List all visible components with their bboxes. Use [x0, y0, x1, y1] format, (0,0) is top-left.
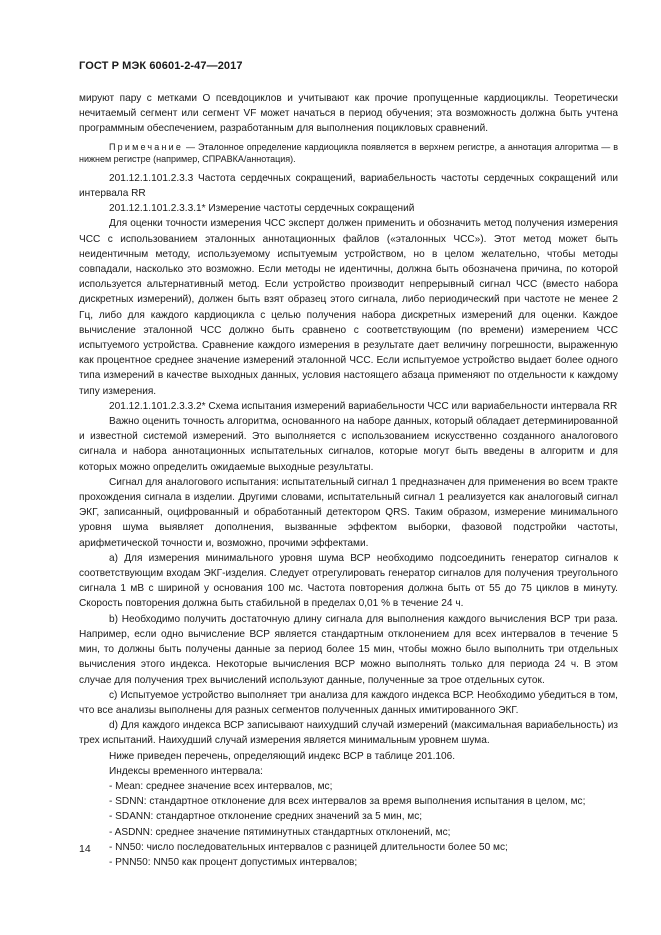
paragraph-time-indices-heading: Индексы временного интервала:	[109, 765, 263, 777]
section-heading-201-12-1-101-2-3-3-1: 201.12.1.101.2.3.3.1* Измерение частоты сердечных сокращений	[109, 203, 415, 215]
index-item-sdann: - SDANN: стандартное отклонение средних значений за 5 мин, мс;	[109, 811, 423, 823]
paragraph-analog-test-signal: Сигнал для аналогового испытания: испытательный сигнал 1 предназначен для применения во всем тракте прохождения сигнала в изделии. Другими словами, испытательный сигнал 1 реализуется как аналоговый сигнал ЭКГ, записанный, оцифрованный и обработанный детектором QRS. Таким образом, измерение минимального уровня шума выявляет дополнения, вызванные эффектом выборки, фазовой подстройки частоты, арифметической точности и, возможно, прочими эффектами.	[79, 476, 618, 549]
paragraph-index-list-intro: Ниже приведен перечень, определяющий индекс ВСР в таблице 201.106.	[109, 750, 456, 762]
index-item-nn50: - NN50: число последовательных интервалов с разницей длительности более 50 мс;	[109, 841, 508, 853]
list-item-d: d) Для каждого индекса ВСР записывают наихудший случай измерений (максимальная вариабельность) из трех испытаний. Наихудший случай измерения является минимальным уровнем шума.	[79, 720, 618, 747]
section-heading-201-12-1-101-2-3-3: 201.12.1.101.2.3.3 Частота сердечных сокращений, вариабельность частоты сердечных сокращений или интервала RR	[79, 172, 618, 199]
index-item-sdnn: - SDNN: стандартное отклонение для всех интервалов за время выполнения испытания в целом, мс;	[109, 796, 586, 808]
list-item-c: c) Испытуемое устройство выполняет три анализа для каждого индекса ВСР. Необходимо убедиться в том, что все анализы выполнены для разных сегментов полученных данных имитированного ЭКГ.	[79, 689, 618, 716]
document-header: ГОСТ Р МЭК 60601-2-47—2017	[79, 60, 243, 72]
note	[79, 141, 618, 166]
section-heading-201-12-1-101-2-3-3-2: 201.12.1.101.2.3.3.2* Схема испытания измерений вариабельности ЧСС или вариабельности интервала RR	[109, 400, 618, 412]
document-body	[79, 91, 618, 870]
list-item-a: a) Для измерения минимального уровня шума ВСР необходимо подсоединить генератор сигналов к соответствующим входам ЭКГ-изделия. Следует отрегулировать генератор сигналов для получения треугольного сигнала 1 мВ с шириной у основания 100 мс. Частота повторения должна быть от 55 до 75 циклов в минуту. Скорость повторения должна быть стабильной в пределах 0,01 % в течение 24 ч.	[79, 552, 618, 610]
note-text: — Эталонное определение кардиоцикла появляется в верхнем регистре, а аннотация алгоритма — в нижнем регистре (например, СПРАВКА/аннотация).	[79, 141, 618, 165]
index-item-mean: - Mean: среднее значение всех интервалов, мс;	[109, 780, 333, 792]
list-item-b: b) Необходимо получить достаточную длину сигнала для выполнения каждого вычисления ВСР три раза. Например, если одно вычисление ВСР является стандартным отклонением для всех интервалов в течение 5 мин, то должны быть получены данные за период более 15 мин, чтобы можно было выполнить три отдельных вычисления этого индекса. Некоторые вычисления ВСР можно выполнять только для периода 24 ч. В этом случае для получения трех вычислений используют данные, полученные за трое отдельных суток.	[79, 613, 618, 686]
page-number: 14	[79, 843, 91, 855]
paragraph-continuation: мируют пару с метками O псевдоциклов и учитывают как прочие пропущенные кардиоциклы. Теоретически нечитаемый сегмент или сегмент VF может начаться в период обучения; эта возможность должна быть учтена программным обеспечением, разработанным для выполнения поцикловых сравнений.	[79, 93, 618, 135]
paragraph-hr-accuracy: Для оценки точности измерения ЧСС эксперт должен применить и обозначить метод получения измерения ЧСС с использованием эталонных аннотационных файлов («эталонных ЧСС»). Этот метод может быть неидентичным методу, используемому испытуемым устройством, но в целом желательно, чтобы методы совпадали, насколько это возможно. Если методы не идентичны, должна быть обозначена причина, по которой используется альтернативный метод. Если устройство производит непрерывный сигнал ЧСС (вместо набора дискретных измерений), должен быть взят образец этого сигнала, либо периодический при частоте не менее 2 Гц, либо для каждого кардиоцикла с целью получения набора дискретных измерений для оценки. Каждое вычисление эталонной ЧСС должно быть сравнено с соответствующим (по времени) измерением ЧСС испытуемого устройства. Сравнение каждого измерения в результате дает величину погрешности, выраженную как процентное среднее значение измерений эталонной ЧСС. Если испытуемое устройство выдает более одного типа измерений в качестве выходных данных, условия настоящего абзаца применяют по отдельности к каждому типу измерения.	[79, 218, 618, 397]
index-item-pnn50: - PNN50: NN50 как процент допустимых интервалов;	[109, 856, 358, 868]
note-label: Примечание	[109, 141, 184, 152]
paragraph-algorithm-accuracy: Важно оценить точность алгоритма, основанного на наборе данных, который обладает детерминированной и известной системой измерений. Это выполняется с использованием искусственно созданного аналогового сигнала и набора аннотационных испытательных сигналов, которые могут быть введены в алгоритм и для которых можно определить ожидаемые выходные результаты.	[79, 416, 618, 473]
index-item-asdnn: - ASDNN: среднее значение пятиминутных стандартных отклонений, мс;	[109, 826, 451, 838]
